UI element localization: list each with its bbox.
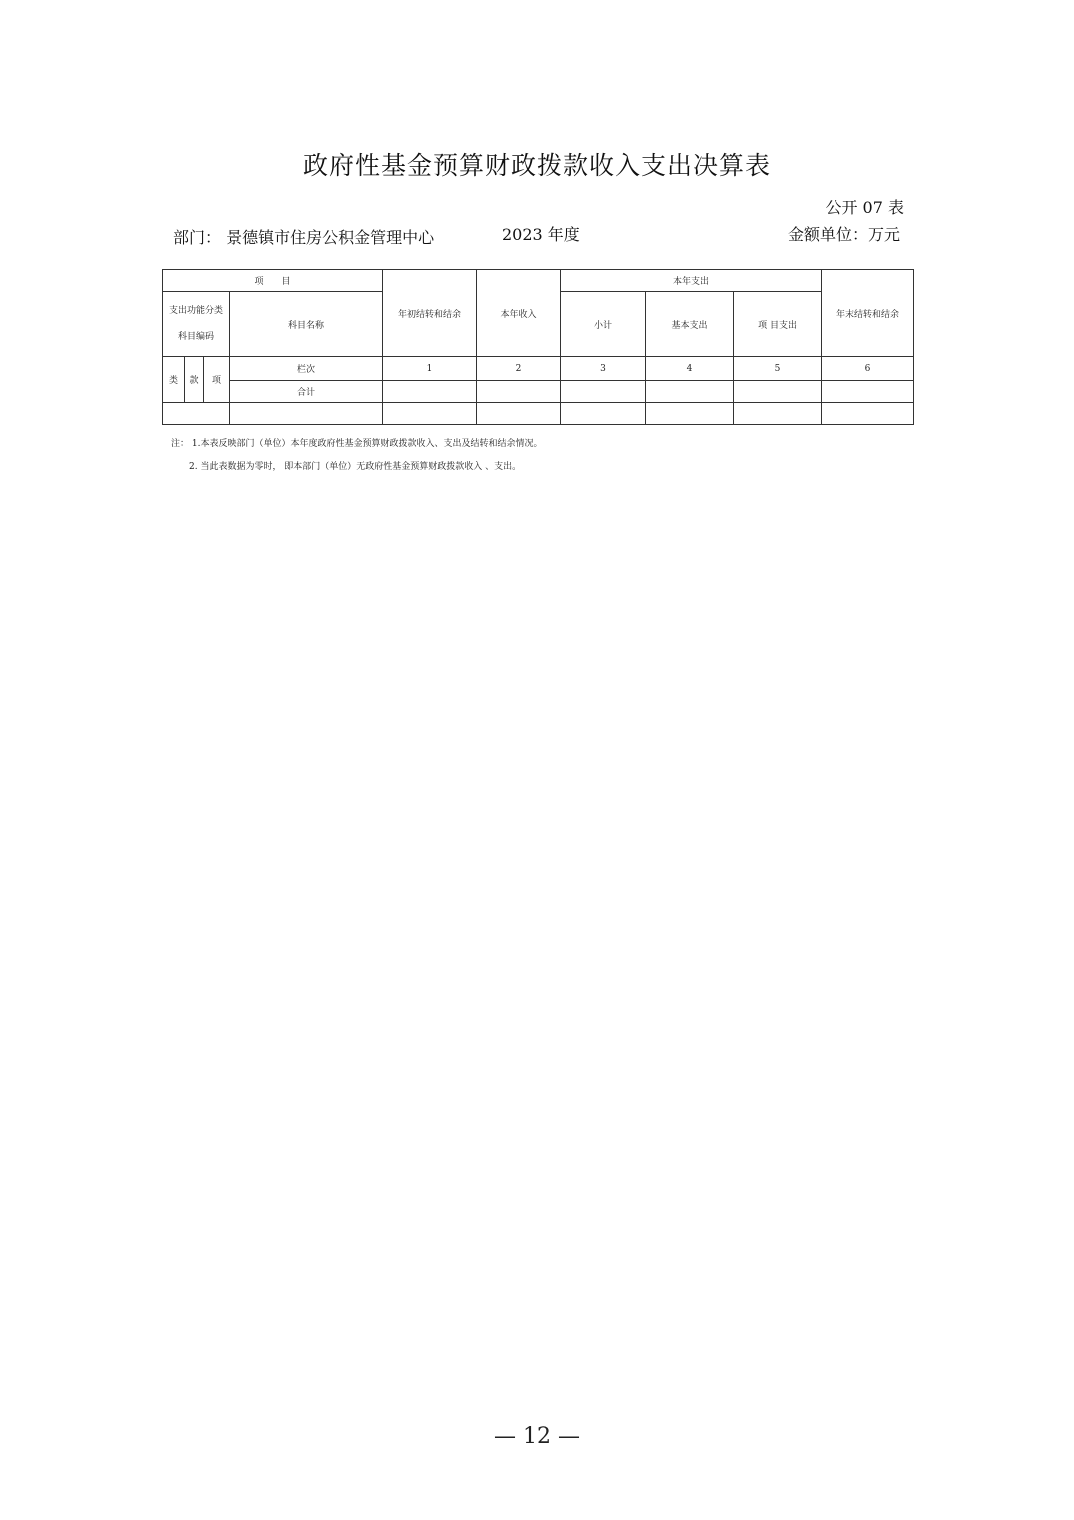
header-expense-group: 本年支出 [561, 270, 822, 292]
cell [477, 381, 561, 403]
header-end-balance: 年末结转和结余 [822, 270, 914, 357]
cell [646, 403, 734, 425]
cell [822, 403, 914, 425]
fiscal-year: 2023 年度 [502, 225, 580, 244]
header-lei: 类 [163, 357, 185, 403]
cell [477, 403, 561, 425]
notes [171, 433, 542, 479]
col-number-4: 4 [646, 357, 734, 381]
col-number-5: 5 [734, 357, 822, 381]
note-1: 注： 1.本表反映部门（单位）本年度政府性基金预算财政拨款收入、支出及结转和结余情况。 [171, 439, 543, 449]
col-number-3: 3 [561, 357, 646, 381]
budget-table [162, 269, 914, 425]
form-number: 公开 07 表 [825, 198, 904, 217]
row-total: 合计 [230, 381, 383, 403]
col-number-6: 6 [822, 357, 914, 381]
header-subtotal: 小计 [561, 292, 646, 357]
item-header: 项 目 [163, 270, 383, 292]
cell [561, 381, 646, 403]
header-basic: 基本支出 [646, 292, 734, 357]
cell [383, 403, 477, 425]
cell [734, 403, 822, 425]
amount-unit: 金额单位：万元 [787, 225, 900, 244]
col-number-2: 2 [477, 357, 561, 381]
page-title: 政府性基金预算财政拨款收入支出决算表 [302, 151, 771, 180]
cell [822, 381, 914, 403]
cell [561, 403, 646, 425]
col-number-1: 1 [383, 357, 477, 381]
header-begin-balance: 年初结转和结余 [383, 270, 477, 357]
department-label: 部门： 景德镇市住房公积金管理中心 [173, 228, 435, 247]
page-number: — 12 — [494, 1424, 580, 1449]
cell [230, 403, 383, 425]
header-subject-name: 科目名称 [230, 292, 383, 357]
header-func-code: 支出功能分类科目编码 [163, 292, 230, 357]
header-xiang: 项 [204, 357, 230, 403]
cell [734, 381, 822, 403]
cell [646, 381, 734, 403]
cell [383, 381, 477, 403]
header-project: 项 目支出 [734, 292, 822, 357]
row-lanci: 栏次 [230, 357, 383, 381]
cell [163, 403, 230, 425]
header-kuan: 款 [185, 357, 204, 403]
note-2: 2. 当此表数据为零时， 即本部门（单位）无政府性基金预算财政拨款收入 、支出。 [189, 462, 522, 472]
header-income: 本年收入 [477, 270, 561, 357]
